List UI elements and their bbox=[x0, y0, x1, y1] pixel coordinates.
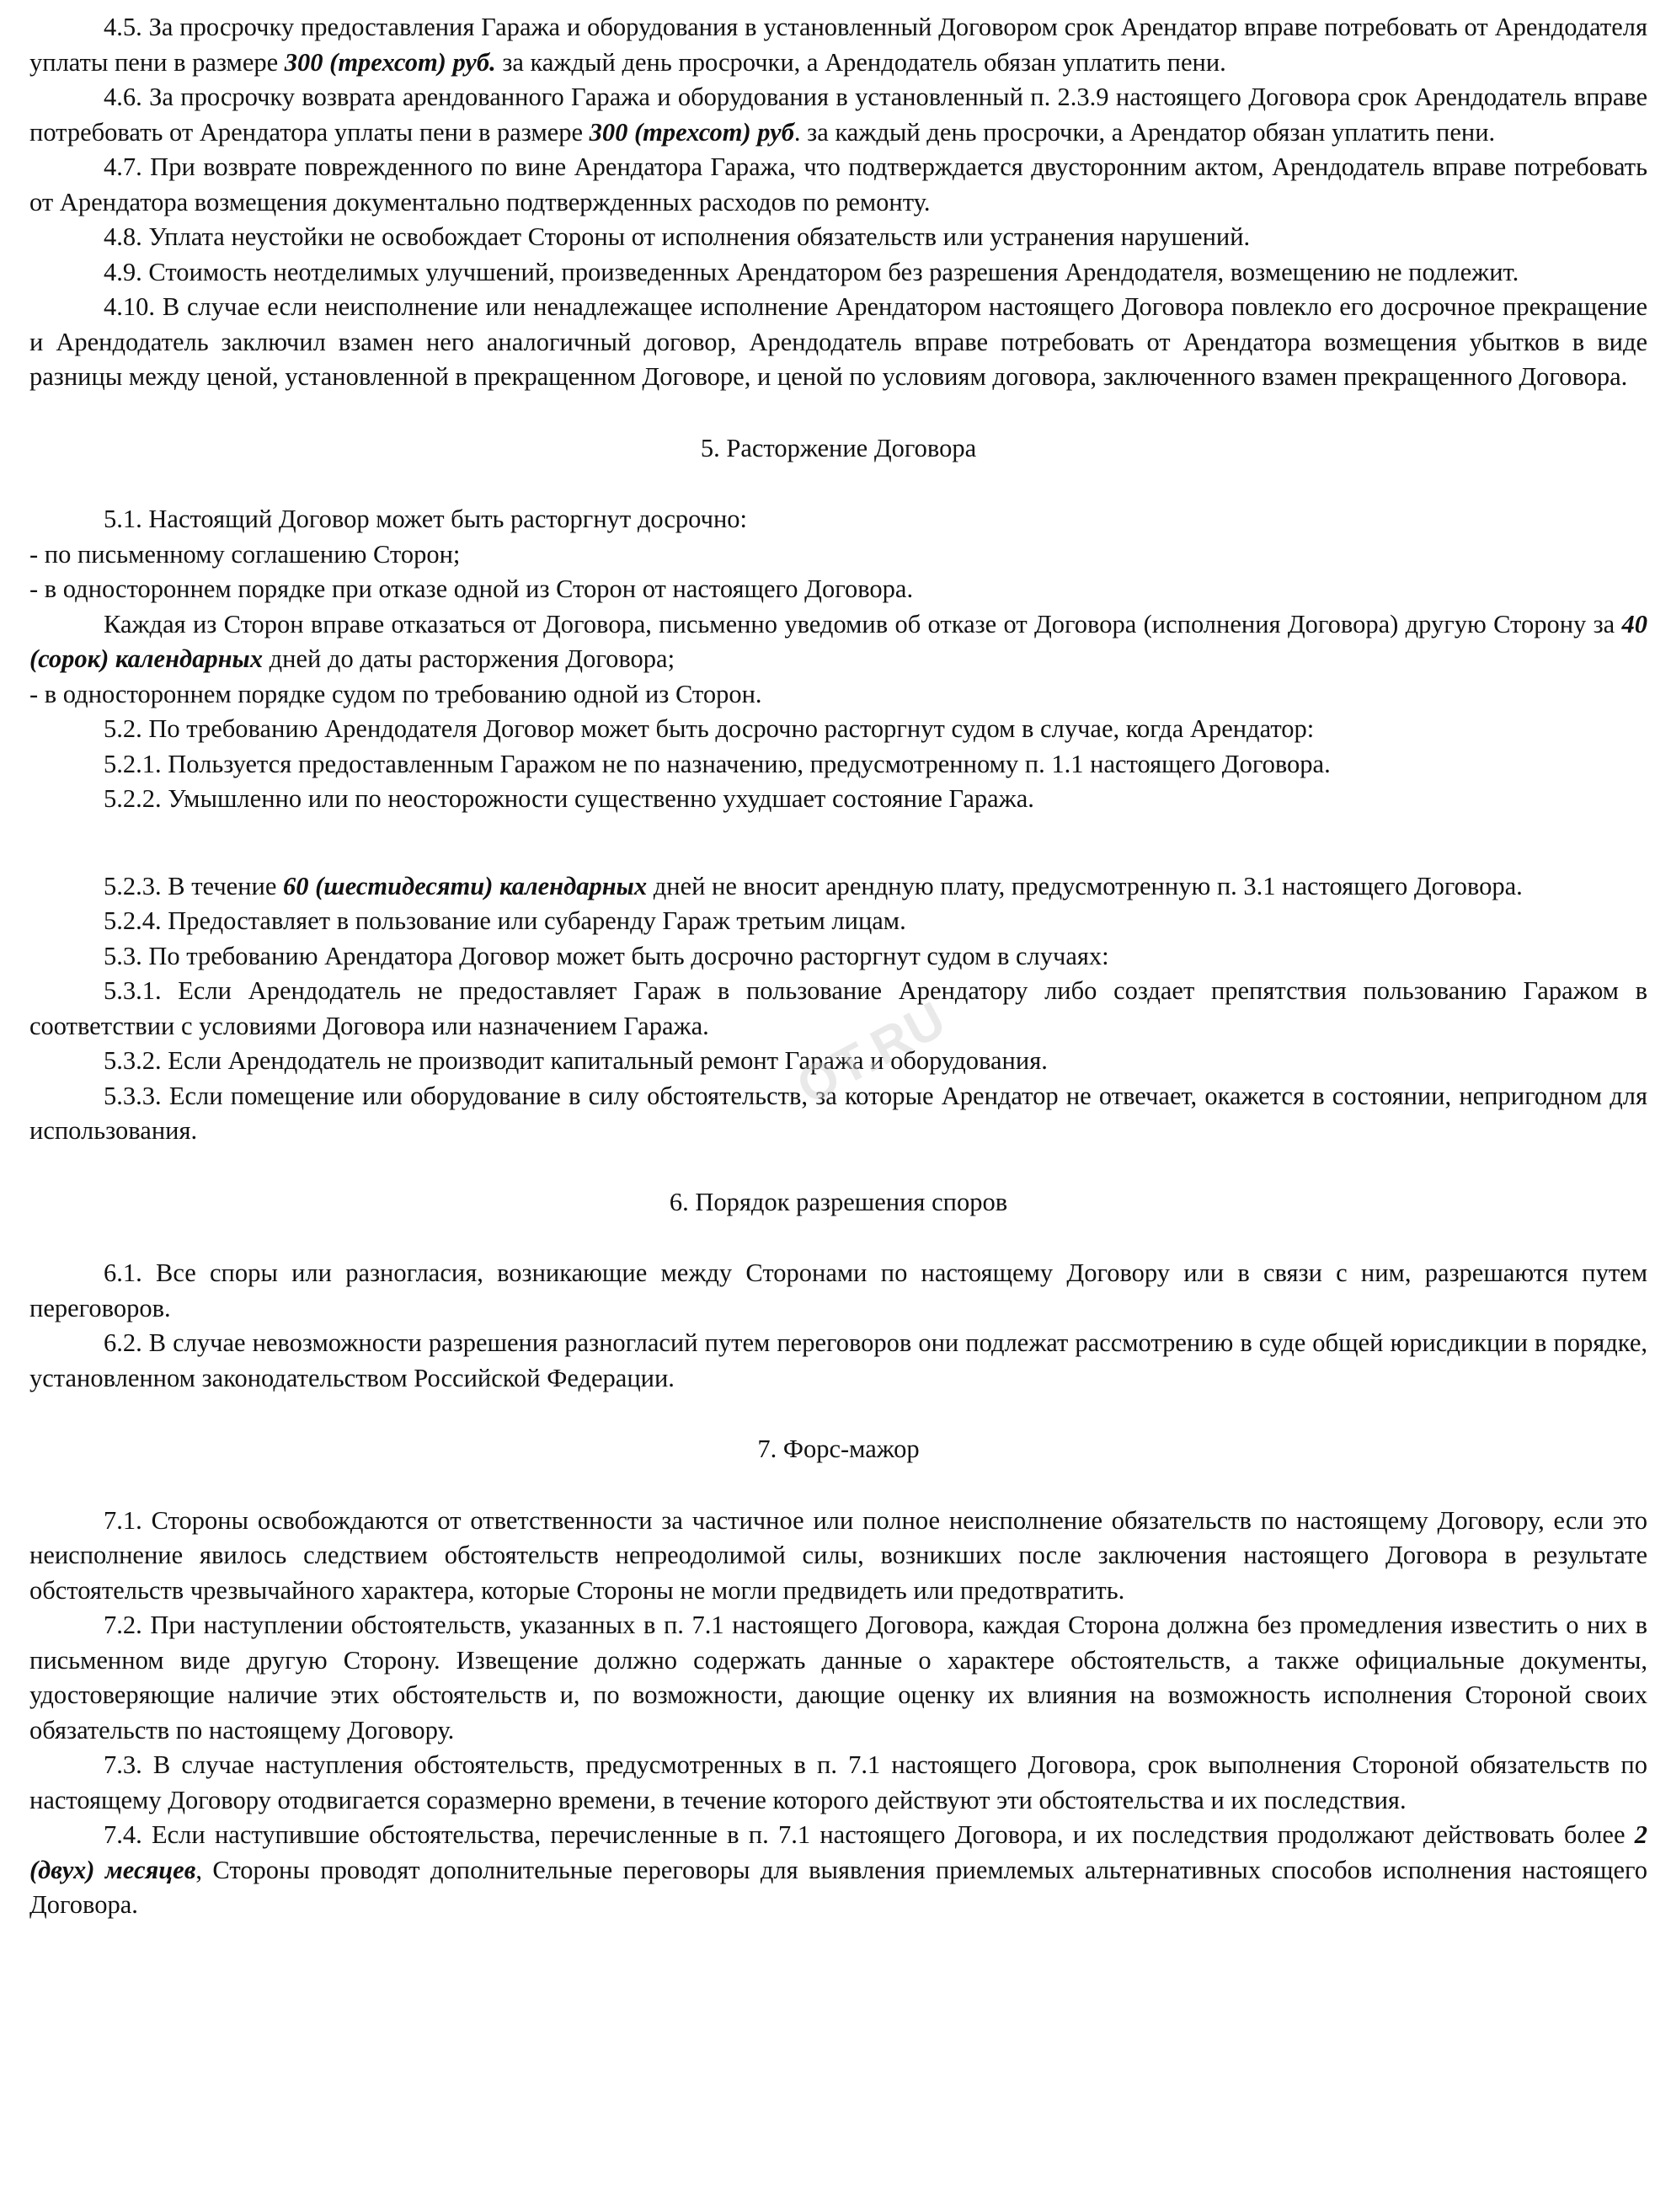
clause-text: дней не вносит арендную плату, предусмотренную п. 3.1 настоящего Договора. bbox=[647, 871, 1523, 900]
clause-5-1-each-party bbox=[29, 607, 1647, 677]
list-item-dash: - по письменному соглашению Сторон; bbox=[29, 539, 461, 569]
clause-text: 4.5. За просрочку предоставления Гаража и оборудования в установленный Договором срок Арендатор вправе потребовать от Арендодателя уплаты пени в размере bbox=[29, 13, 1647, 77]
clause-text: дней до даты расторжения Договора; bbox=[262, 644, 675, 673]
clause-7-3: 7.3. В случае наступления обстоятельств, предусмотренных в п. 7.1 настоящего Договора, срок выполнения Стороной обязательств по настоящему Договору отодвигается соразмерно времени, в течение которого действуют эти обстоятельства и их последствия. bbox=[29, 1750, 1647, 1814]
clause-text: 5.2.3. В течение bbox=[104, 871, 284, 900]
clause-7-2: 7.2. При наступлении обстоятельств, указанных в п. 7.1 настоящего Договора, каждая Сторона должна без промедления известить о них в письменном виде другую Сторону. Извещение должно содержать данные о характере обстоятельств, а также официальные документы, удостоверяющие наличие этих обстоятельств и, по возможности, дающие оценку их влияния на возможность исполнения Стороной своих обязательств по настоящему Договору. bbox=[29, 1611, 1647, 1744]
clause-text: 4.6. За просрочку возврата арендованного Гаража и оборудования в установленный п. 2.3.9 настоящего Договора срок Арендодатель вправе потребовать от Арендатора уплаты пени в размере bbox=[29, 83, 1647, 147]
clause-5-3-1: 5.3.1. Если Арендодатель не предоставляет Гараж в пользование Арендатору либо создает препятствия пользованию Гаражом в соответствии с условиями Договора или назначением Гаража. bbox=[29, 976, 1647, 1040]
clause-text: . за каждый день просрочки, а Арендатор обязан уплатить пени. bbox=[793, 117, 1496, 147]
clause-7-1: 7.1. Стороны освобождаются от ответственности за частичное или полное неисполнение обязательств по настоящему Договору, если это неисполнение явилось следствием обстоятельств непреодолимой силы, возникших после заключения настоящего Договора в результате обстоятельств чрезвычайного характера, которые Стороны не могли предвидеть или предотвратить. bbox=[29, 1505, 1647, 1605]
clause-5-3-2: 5.3.2. Если Арендодатель не производит капитальный ремонт Гаража и оборудования. bbox=[104, 1046, 1048, 1075]
watermark: ОТ.RU bbox=[787, 990, 956, 1115]
clause-5-3: 5.3. По требованию Арендатора Договор может быть досрочно расторгнут судом в случаях: bbox=[104, 941, 1109, 970]
clause-4-9: 4.9. Стоимость неотделимых улучшений, произведенных Арендатором без разрешения Арендодателя, возмещению не подлежит. bbox=[104, 257, 1519, 286]
clause-text: 7.4. Если наступившие обстоятельства, перечисленные в п. 7.1 настоящего Договора, и их последствия продолжают действовать более bbox=[104, 1820, 1635, 1849]
penalty-amount: 300 (трехсот) руб. bbox=[284, 47, 496, 77]
duration-period: 2 (двух) месяцев bbox=[29, 1820, 1647, 1884]
section-7-heading: 7. Форс-мажор bbox=[757, 1435, 920, 1463]
notice-period: 40 (сорок) календарных bbox=[29, 609, 1647, 673]
clause-5-2-1: 5.2.1. Пользуется предоставленным Гаражом не по назначению, предусмотренному п. 1.1 настоящего Договора. bbox=[104, 749, 1331, 778]
clause-6-1: 6.1. Все споры или разногласия, возникающие между Сторонами по настоящему Договору или в связи с ним, разрешаются путем переговоров. bbox=[29, 1258, 1647, 1322]
clause-4-10: 4.10. В случае если неисполнение или ненадлежащее исполнение Арендатором настоящего Договора повлекло его досрочное прекращение и Арендодатель заключил взамен него аналогичный договор, Арендодатель вправе потребовать от Арендатора возмещения убытков в виде разницы между ценой, установленной в прекращенном Договоре, и ценой по условиям договора, заключенного взамен прекращенного Договора. bbox=[29, 292, 1647, 391]
clause-4-5 bbox=[29, 10, 1647, 80]
clause-6-2: 6.2. В случае невозможности разрешения разногласий путем переговоров они подлежат рассмотрению в суде общей юрисдикции в порядке, установленном законодательством Российской Федерации. bbox=[29, 1328, 1647, 1392]
section-6-heading: 6. Порядок разрешения споров bbox=[669, 1187, 1008, 1216]
clause-5-2-3 bbox=[29, 869, 1647, 905]
clause-text: за каждый день просрочки, а Арендодатель обязан уплатить пени. bbox=[495, 47, 1226, 77]
payment-period: 60 (шестидесяти) календарных bbox=[283, 871, 648, 900]
list-item-dash: - в одностороннем порядке судом по требованию одной из Сторон. bbox=[29, 679, 762, 708]
clause-4-8: 4.8. Уплата неустойки не освобождает Стороны от исполнения обязательств или устранения нарушений. bbox=[104, 222, 1251, 251]
clause-7-4 bbox=[29, 1818, 1647, 1923]
clause-5-2: 5.2. По требованию Арендодателя Договор может быть досрочно расторгнут судом в случае, когда Арендатор: bbox=[104, 714, 1315, 743]
clause-5-2-4: 5.2.4. Предоставляет в пользование или субаренду Гараж третьим лицам. bbox=[104, 906, 906, 935]
clause-5-2-2: 5.2.2. Умышленно или по неосторожности существенно ухудшает состояние Гаража. bbox=[104, 784, 1034, 813]
clause-4-6 bbox=[29, 80, 1647, 150]
clause-text: Каждая из Сторон вправе отказаться от Договора, письменно уведомив об отказе от Договора (исполнения Договора) другую Сторону за bbox=[104, 609, 1622, 638]
clause-text: , Стороны проводят дополнительные переговоры для выявления приемлемых альтернативных способов исполнения настоящего Договора. bbox=[29, 1855, 1647, 1919]
contract-text bbox=[29, 10, 1647, 1923]
clause-5-3-3: 5.3.3. Если помещение или оборудование в силу обстоятельств, за которые Арендатор не отвечает, окажется в состоянии, непригодном для использования. bbox=[29, 1081, 1647, 1145]
list-item-dash: - в одностороннем порядке при отказе одной из Сторон от настоящего Договора. bbox=[29, 574, 914, 603]
penalty-amount: 300 (трехсот) руб bbox=[589, 117, 794, 147]
clause-5-1: 5.1. Настоящий Договор может быть расторгнут досрочно: bbox=[104, 505, 748, 533]
section-5-heading: 5. Расторжение Договора bbox=[700, 433, 977, 462]
clause-4-7: 4.7. При возврате поврежденного по вине Арендатора Гаража, что подтверждается двусторонним актом, Арендодатель вправе потребовать от Арендатора возмещения документально подтвержденных расходов по ремонту. bbox=[29, 152, 1647, 216]
